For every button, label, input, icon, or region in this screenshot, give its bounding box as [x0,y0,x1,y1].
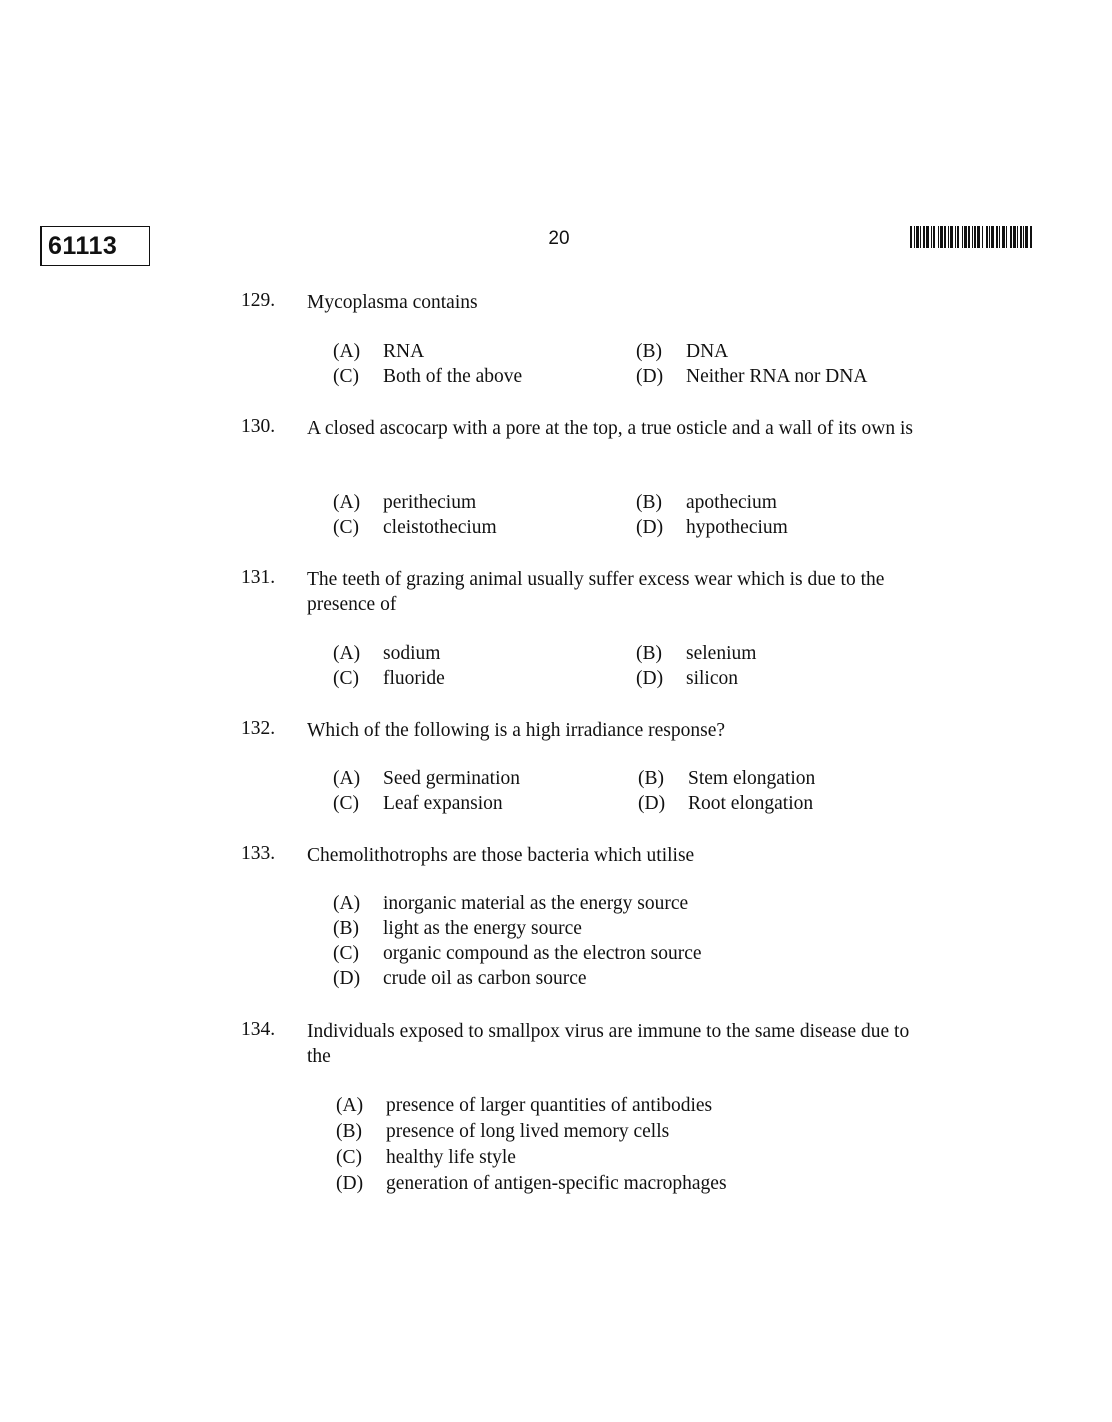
option-text: hypothecium [686,517,788,538]
option-text: Root elongation [688,793,814,814]
question-text: Individuals exposed to smallpox virus are immune to the same disease due to the [307,1021,910,1067]
option-c [333,517,497,539]
option-b [336,1121,669,1143]
option-text: Neither RNA nor DNA [686,366,868,387]
option-d [638,793,813,815]
option-a [333,768,520,790]
option-text: organic compound as the electron source [383,943,702,964]
option-text: generation of antigen-specific macrophages [386,1173,727,1194]
option-label: (D) [636,668,664,689]
option-label: (D) [636,366,664,387]
option-text: DNA [686,341,729,362]
option-c [336,1147,516,1169]
option-label: (D) [636,517,664,538]
option-label: (C) [333,943,359,964]
option-label: (B) [636,341,662,362]
paper-code-box [40,226,150,266]
page-number: 20 [548,228,570,249]
option-label: (B) [333,918,359,939]
option-d [636,668,738,690]
option-label: (B) [636,492,662,513]
paper-code: 61113 [48,232,118,260]
option-text: crude oil as carbon source [383,968,587,989]
question-number: 130. [241,416,276,437]
option-text: Seed germination [383,768,521,789]
option-d [636,366,867,388]
option-text: selenium [686,643,757,664]
option-text: Stem elongation [688,768,816,789]
option-a [333,492,476,514]
question-number: 134. [241,1019,276,1040]
option-label: (A) [333,341,361,362]
option-label: (B) [638,768,664,789]
option-label: (A) [333,768,361,789]
option-label: (A) [336,1095,364,1116]
option-label: (D) [333,968,361,989]
option-text: sodium [383,643,441,664]
option-b [638,768,815,790]
option-label: (D) [336,1173,364,1194]
option-text: Both of the above [383,366,523,387]
option-text: apothecium [686,492,777,513]
option-label: (C) [333,668,359,689]
option-b [333,918,582,940]
option-a [336,1095,712,1117]
option-d [636,517,788,539]
option-b [636,341,728,363]
option-b [636,643,756,665]
option-label: (C) [336,1147,362,1168]
option-c [333,366,522,388]
barcode-image [910,226,1044,248]
question-text: The teeth of grazing animal usually suffer excess wear which is due to the presence of [307,569,885,615]
option-text: light as the energy source [383,918,582,939]
question-text: A closed ascocarp with a pore at the top, a true osticle and a wall of its own is [307,418,913,439]
option-a [333,341,424,363]
option-label: (B) [336,1121,362,1142]
option-a [333,643,440,665]
option-b [636,492,777,514]
question-text: Which of the following is a high irradiance response? [307,720,726,741]
option-text: cleistothecium [383,517,497,538]
option-c [333,668,445,690]
question-number: 131. [241,567,276,588]
option-text: silicon [686,668,738,689]
option-c [333,943,702,965]
option-label: (A) [333,492,361,513]
option-label: (A) [333,643,361,664]
option-label: (A) [333,893,361,914]
option-text: inorganic material as the energy source [383,893,689,914]
option-text: RNA [383,341,425,362]
question-number: 129. [241,290,276,311]
option-label: (C) [333,793,359,814]
option-d [336,1173,727,1195]
option-a [333,893,688,915]
option-label: (C) [333,366,359,387]
option-text: fluoride [383,668,445,689]
question-number: 132. [241,718,276,739]
option-text: perithecium [383,492,477,513]
option-d [333,968,587,990]
option-text: Leaf expansion [383,793,503,814]
option-c [333,793,503,815]
question-number: 133. [241,843,276,864]
option-label: (D) [638,793,666,814]
option-label: (C) [333,517,359,538]
option-text: presence of larger quantities of antibodies [386,1095,713,1116]
option-text: presence of long lived memory cells [386,1121,670,1142]
question-text: Chemolithotrophs are those bacteria which utilise [307,845,695,866]
question-text: Mycoplasma contains [307,292,478,313]
option-text: healthy life style [386,1147,516,1168]
option-label: (B) [636,643,662,664]
